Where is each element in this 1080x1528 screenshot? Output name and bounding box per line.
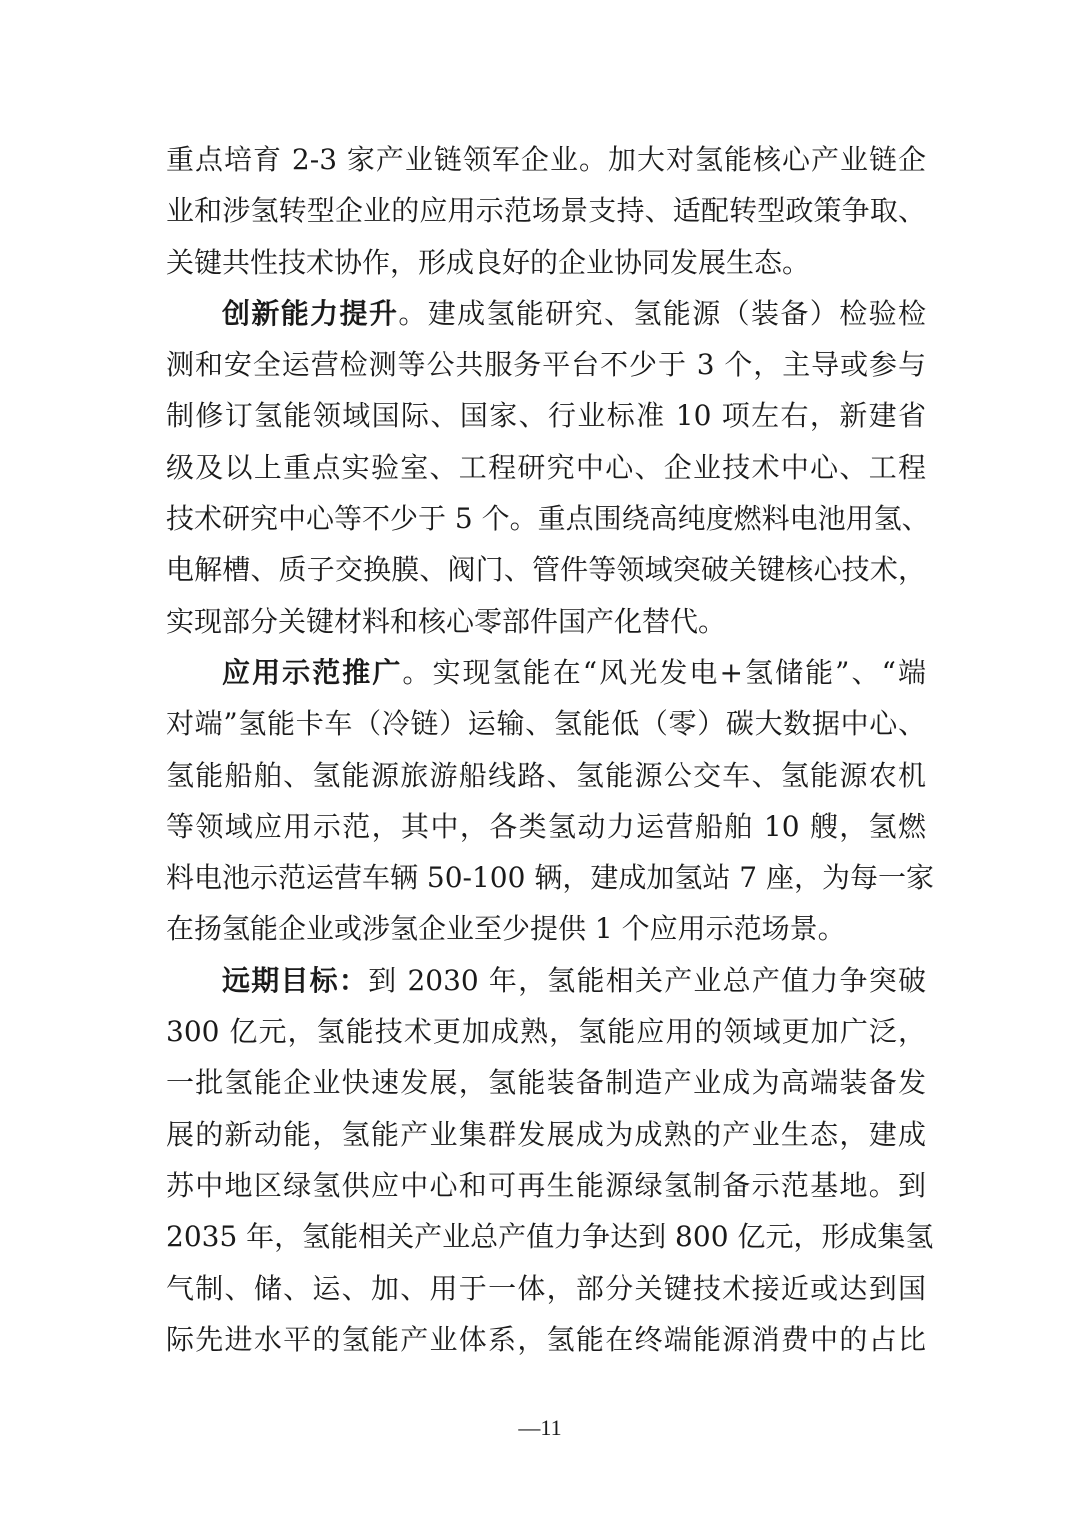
section-heading-long-term: 远期目标：: [222, 963, 369, 997]
paragraph-line: 业和涉氢转型企业的应用示范场景支持、适配转型政策争取、: [166, 194, 926, 228]
paragraph-line: 氢能船舶、氢能源旅游船线路、氢能源公交车、氢能源农机: [166, 758, 926, 792]
paragraph-line: 2035 年，氢能相关产业总产值力争达到 800 亿元，形成集氢: [166, 1220, 934, 1254]
paragraph-line: 等领域应用示范，其中，各类氢动力运营船舶 10 艘，氢燃: [166, 809, 926, 843]
paragraph-line: 电解槽、质子交换膜、阀门、管件等领域突破关键核心技术，: [166, 553, 926, 587]
paragraph-line: 制修订氢能领域国际、国家、行业标准 10 项左右，新建省: [166, 399, 926, 433]
paragraph-line: 在扬氢能企业或涉氢企业至少提供 1 个应用示范场景。: [166, 912, 846, 946]
paragraph-line: 料电池示范运营车辆 50-100 辆，建成加氢站 7 座，为每一家: [166, 861, 934, 895]
paragraph-line: 对端”氢能卡车（冷链）运输、氢能低（零）碳大数据中心、: [166, 707, 926, 741]
paragraph-line: 际先进水平的氢能产业体系，氢能在终端能源消费中的占比: [166, 1322, 926, 1356]
paragraph-line: 技术研究中心等不少于 5 个。重点围绕高纯度燃料电池用氢、: [166, 502, 930, 536]
paragraph-line: 气制、储、运、加、用于一体，部分关键技术接近或达到国: [166, 1271, 926, 1305]
paragraph-line: 展的新动能，氢能产业集群发展成为成熟的产业生态，建成: [166, 1117, 926, 1151]
paragraph-line: 测和安全运营检测等公共服务平台不少于 3 个，主导或参与: [166, 348, 926, 382]
paragraph-line: 级及以上重点实验室、工程研究中心、企业技术中心、工程: [166, 450, 926, 484]
page-number: —11: [518, 1415, 562, 1440]
section-heading-innovation: 创新能力提升: [222, 296, 399, 330]
document-body: [166, 134, 934, 1365]
paragraph-first-line: [166, 647, 926, 698]
paragraph-line: 关键共性技术协作，形成良好的企业协同发展生态。: [166, 245, 811, 279]
paragraph-line: 重点培育 2-3 家产业链领军企业。加大对氢能核心产业链企: [166, 143, 926, 176]
paragraph-line: 300 亿元，氢能技术更加成熟，氢能应用的领域更加广泛，: [166, 1015, 926, 1049]
paragraph-text: 。建成氢能研究、氢能源（装备）检验检: [398, 296, 926, 330]
paragraph-line: 实现部分关键材料和核心零部件国产化替代。: [166, 604, 727, 638]
paragraph-line: 苏中地区绿氢供应中心和可再生能源绿氢制备示范基地。到: [166, 1168, 926, 1202]
paragraph-text: 到 2030 年，氢能相关产业总产值力争突破: [368, 963, 926, 997]
paragraph-first-line: [166, 955, 926, 1006]
section-heading-application: 应用示范推广: [222, 655, 403, 689]
paragraph-text: 。实现氢能在“风光发电+氢储能”、“端: [402, 655, 926, 689]
paragraph-line: 一批氢能企业快速发展，氢能装备制造产业成为高端装备发: [166, 1066, 926, 1100]
paragraph-first-line: [166, 288, 926, 339]
